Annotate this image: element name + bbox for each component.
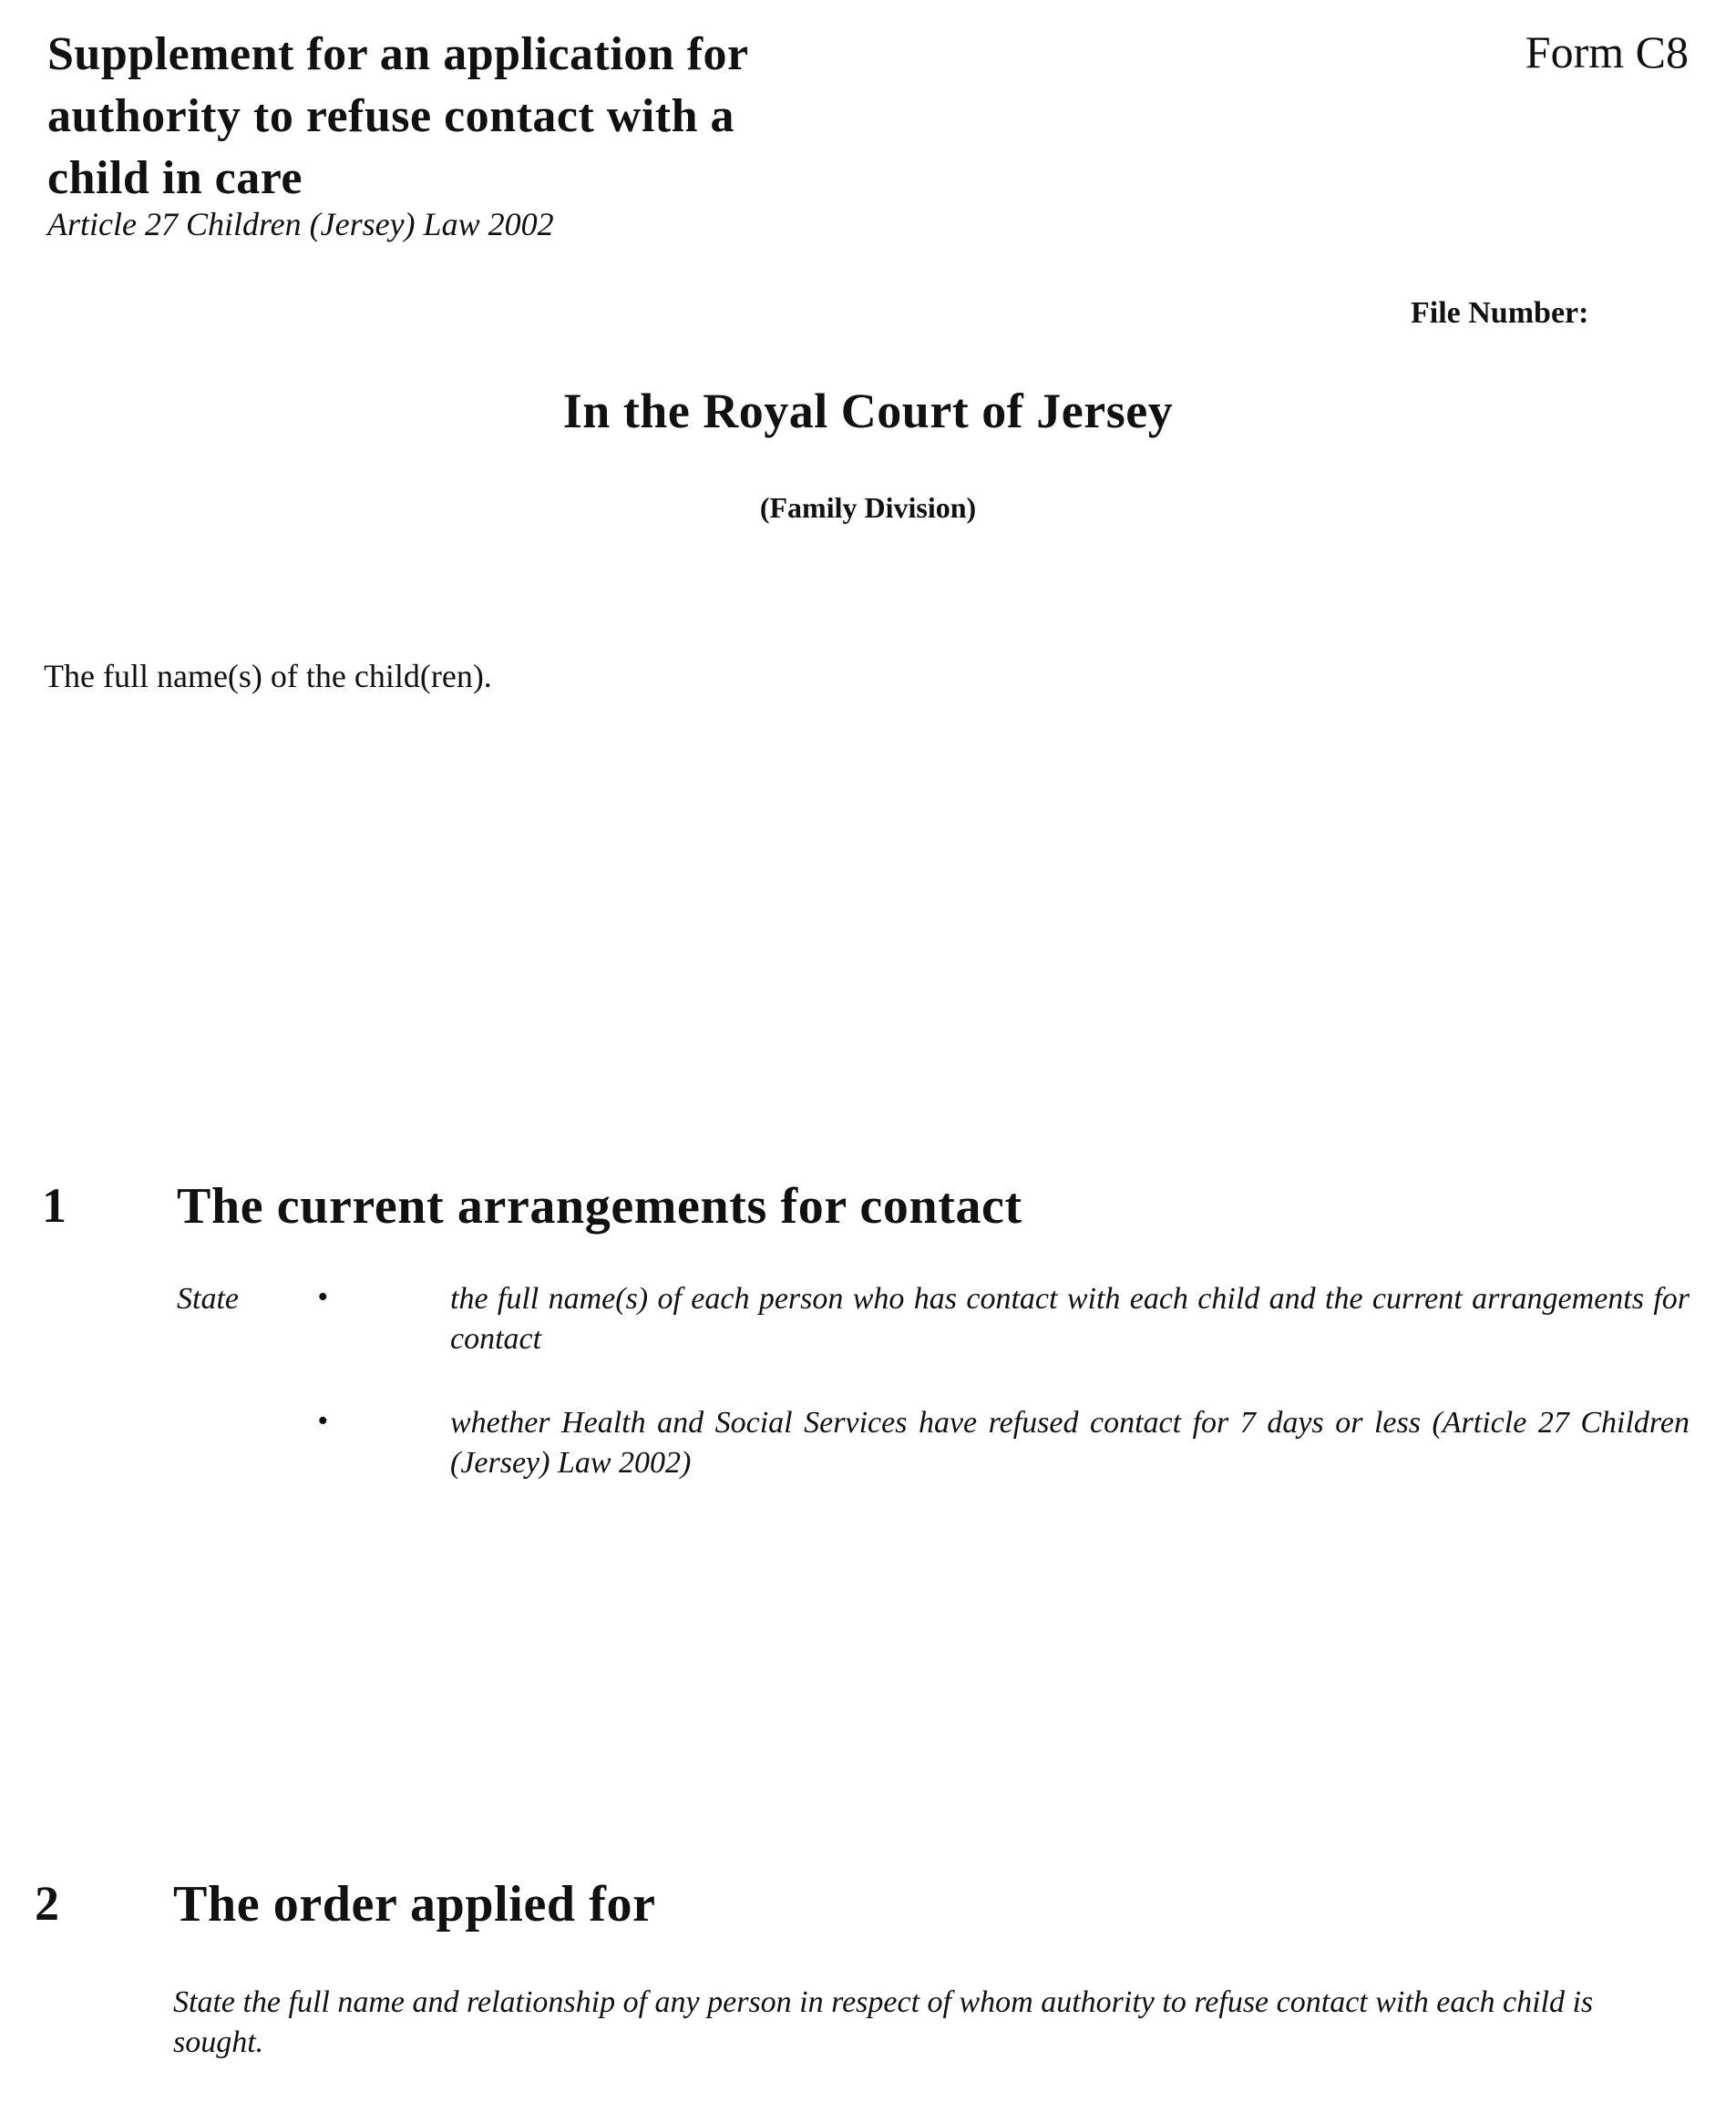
court-division: (Family Division) bbox=[759, 491, 977, 524]
section-1-heading: The current arrangements for contact bbox=[177, 1178, 1022, 1235]
bullet-icon: • bbox=[317, 1404, 328, 1438]
state-label: State bbox=[177, 1282, 239, 1316]
section-2-instruction: State the full name and relationship of any person in respect of whom authority to refuse contact with each child is sought. bbox=[173, 1985, 1594, 2059]
section-1-bullet-1: the full name(s) of each person who has contact with each child and the current arrangements for contact bbox=[450, 1282, 1690, 1356]
form-number: Form C8 bbox=[1525, 26, 1689, 77]
section-2-heading: The order applied for bbox=[173, 1876, 656, 1933]
form-title bbox=[47, 24, 868, 210]
form-title-line: authority to refuse contact with a bbox=[47, 90, 735, 142]
form-title-line: Supplement for an application for bbox=[47, 28, 749, 80]
child-names-prompt: The full name(s) of the child(ren). bbox=[44, 658, 492, 694]
section-1-number: 1 bbox=[42, 1178, 67, 1233]
bullet-icon: • bbox=[317, 1280, 328, 1314]
court-title: In the Royal Court of Jersey bbox=[562, 384, 1174, 438]
section-1-bullet-2: whether Health and Social Services have refused contact for 7 days or less (Article 27 Children (Jersey) Law 2002) bbox=[450, 1406, 1690, 1480]
law-reference: Article 27 Children (Jersey) Law 2002 bbox=[47, 206, 554, 242]
section-2-number: 2 bbox=[35, 1876, 59, 1931]
form-title-line: child in care bbox=[47, 152, 303, 204]
file-number-label: File Number: bbox=[1411, 296, 1589, 330]
